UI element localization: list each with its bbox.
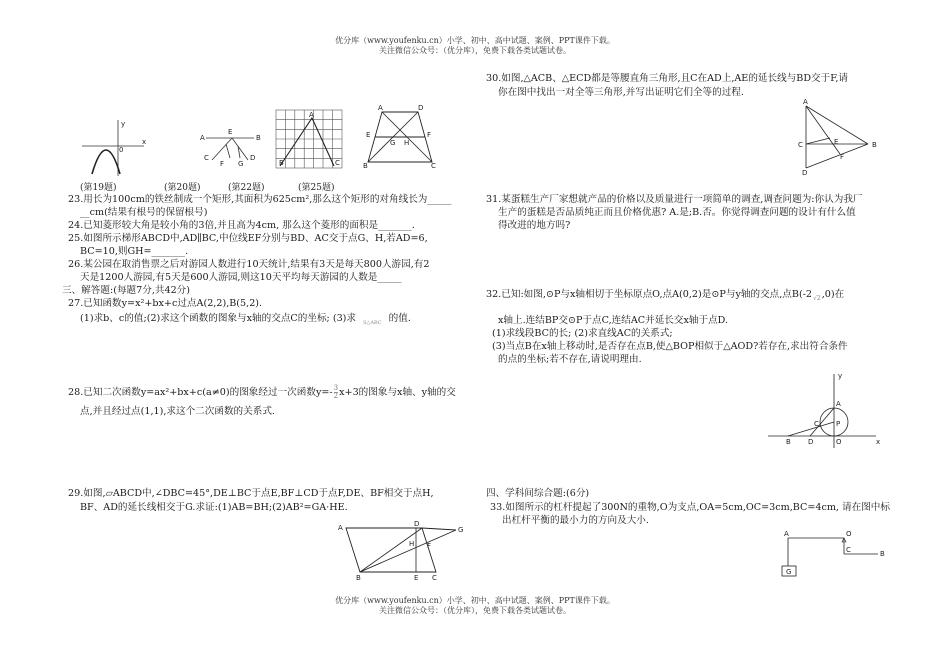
header-line-1: 优分库（www.youfenku.cn）小学、初中、高中试题、案例、PPT课件下载。	[335, 36, 615, 45]
fig29-label-e: E	[414, 574, 419, 582]
fig29-label-g: G	[458, 526, 464, 534]
q28-line-1-text: 28.已知二次函数y=ax²+bx+c(a≠0)的图象经过一次函数y=-	[68, 387, 333, 398]
fig30-label-f: F	[840, 153, 845, 161]
fig29-label-a: A	[338, 524, 343, 532]
q29-line-2: BF、AD的延长线相交于G.求证:(1)AB=BH;(2)AB²=GA·HE.	[80, 502, 348, 513]
q33-line-2: 出杠杆平衡的最小力的方向及大小.	[502, 515, 649, 526]
fig22-label-a: A	[309, 111, 314, 119]
fig30-label-a: A	[803, 98, 808, 106]
q26-line-1: 26.某公园在取消售票之后对游园人数进行10天统计,结果有3天是每天800人游园,有2	[68, 259, 430, 270]
fig29-label-h: H	[409, 540, 415, 548]
fig29-label-d: D	[414, 520, 420, 528]
q28-fraction-num: 3	[333, 384, 339, 392]
q31-line-3: 得改进的地方吗?	[498, 220, 571, 231]
fig33-label-a: A	[784, 530, 789, 538]
section-4-title: 四、学科间综合题:(6分)	[486, 488, 590, 499]
fig25-label-f: F	[427, 131, 432, 139]
fig20-label-b: B	[256, 134, 261, 142]
fig30-label-d: D	[802, 169, 808, 177]
fig32-label-y: y	[838, 372, 843, 380]
header-line-2: 关注微信公众号：（优分库），免费下载各类试题试卷。	[379, 46, 571, 55]
q26-line-2: 天是1200人游园,有5天是600人游园,则这10天平均每天游园的人数是_____	[80, 272, 402, 283]
q23-line-2: __cm(结果有根号的保留根号)	[80, 207, 208, 218]
fig32-label-x: x	[876, 438, 881, 446]
caption-fig-19: (第19题)	[80, 183, 117, 193]
q27-line-2-text: (1)求b、c的值;(2)求这个函数的图象与x轴的交点C的坐标; (3)求	[80, 313, 357, 324]
fig22-label-c: C	[335, 159, 340, 167]
q31-line-1: 31.某蛋糕生产厂家想就产品的价格以及质量进行一项简单的调查,调查问题为:你认为我厂	[486, 194, 863, 205]
fig32-label-c: C	[814, 420, 819, 428]
q32-line-5: 的点的坐标;若不存在,请说明理由.	[498, 354, 642, 365]
fig32-label-d: D	[808, 438, 814, 446]
figure-32-circle	[764, 372, 888, 452]
q28-line-1-end: x+3的图象与x轴、y轴的交	[339, 387, 456, 398]
fig25-label-a: A	[378, 104, 383, 112]
footer-line-2: 关注微信公众号：（优分库），免费下载各类试题试卷。	[379, 606, 571, 615]
q25-line-1: 25.如图所示梯形ABCD中,AD∥BC,中位线EF分别与BD、AC交于点G、H,若AD=6,	[68, 233, 428, 244]
footer-line-1: 优分库（www.youfenku.cn）小学、初中、高中试题、案例、PPT课件下载。	[335, 596, 615, 605]
fig25-label-g: G	[390, 139, 396, 147]
fig32-label-a: A	[836, 400, 841, 408]
q25-line-2: BC=10,则GH=_______.	[80, 246, 189, 257]
figure-20	[200, 128, 264, 170]
q32-line-1	[486, 288, 844, 305]
caption-fig-20: (第20题)	[164, 183, 201, 193]
figure-30	[796, 100, 886, 176]
fig29-label-b: B	[356, 574, 361, 582]
q24: 24.已知菱形较大角是较小角的3倍,并且高为4cm, 那么这个菱形的面积是_______.	[68, 220, 415, 231]
q27-area-formula: S△ABC	[363, 320, 382, 326]
q28-fraction-den: 2	[333, 392, 339, 400]
fig25-label-b: B	[363, 162, 368, 170]
fig30-label-e: E	[834, 138, 839, 146]
q32-line-3: (1)求线段BC的长; (2)求直线AC的关系式;	[492, 328, 673, 339]
q33-line-1: 33.如图所示的杠杆提起了300N的重物,O为支点,OA=5cm,OC=3cm,BC=4cm, 请在图中标	[490, 502, 890, 513]
fig29-label-c: C	[432, 574, 437, 582]
fig33-label-c: C	[846, 546, 851, 554]
fig20-label-a: A	[200, 134, 205, 142]
q32-line-1-text: 32.已知:如图,⊙P与x轴相切于坐标原点O,点A(0,2)是⊙P与y轴的交点,点B(-2	[486, 289, 813, 300]
q23-line-1: 23.用长为100cm的铁丝制成一个矩形,其面积为625cm²,那么这个矩形的对角线长为_____	[68, 194, 452, 205]
caption-fig-25: (第25题)	[298, 183, 335, 193]
q30-line-2: 你在图中找出一对全等三角形,并写出证明它们全等的过程.	[498, 87, 744, 98]
q27-line-1: 27.已知函数y=x²+bx+c过点A(2,2),B(5,2).	[68, 298, 263, 309]
fig32-label-o: O	[836, 438, 842, 446]
fig19-label-o: 0	[119, 146, 124, 154]
q32-line-2: x轴上.连结BP交⊙P于点C,连结AC并延长交x轴于点D.	[498, 315, 729, 326]
fig29-label-f: F	[427, 542, 432, 550]
q28-fraction	[334, 385, 338, 400]
fig32-label-p: P	[836, 420, 841, 428]
q28-line-2: 点,并且经过点(1,1),求这个二次函数的关系式.	[80, 406, 275, 417]
q27-line-2	[80, 312, 411, 330]
fig22-triangle	[280, 118, 334, 166]
fig33-label-g: G	[786, 568, 792, 576]
fig25-label-c: C	[431, 162, 436, 170]
fig20-label-f: F	[220, 160, 225, 168]
fig30-label-b: B	[872, 141, 877, 149]
fig19-label-y: y	[121, 120, 126, 128]
fig33-label-o: O	[846, 530, 852, 538]
figure-22-grid	[272, 108, 348, 172]
fig25-label-d: D	[418, 104, 424, 112]
q31-line-2: 生产的蛋糕是否品质纯正而且价格优惠? A.是;B.否。你觉得调查问题的设计有什么值	[498, 207, 856, 218]
fig20-label-c: C	[204, 154, 209, 162]
fig20-label-g: G	[238, 160, 244, 168]
q32-radical: √2	[813, 295, 821, 302]
q27-line-2-end: 的值.	[388, 313, 411, 324]
fig20-label-e: E	[228, 128, 233, 136]
figure-25-trapezoid	[362, 104, 438, 170]
section-3-title: 三、解答题:(每题7分,共42分)	[62, 285, 191, 296]
fig19-curve	[92, 150, 120, 174]
figure-33-lever	[778, 528, 888, 584]
fig25-label-h: H	[404, 139, 410, 147]
figure-29-parallelogram	[332, 518, 468, 582]
fig19-label-x: x	[142, 138, 147, 146]
caption-fig-22: (第22题)	[228, 183, 265, 193]
q28-line-1	[68, 385, 456, 400]
q32-line-4: (3)当点B在x轴上移动时,是否存在点B,使△BOP相似于△AOD?若存在,求出符合条件	[492, 341, 848, 352]
q32-line-1-end: ,0)在	[821, 289, 845, 300]
fig32-label-b: B	[786, 438, 791, 446]
figure-19-parabola	[78, 118, 150, 180]
fig25-label-e: E	[366, 131, 371, 139]
fig30-label-c: C	[798, 141, 803, 149]
q30-line-1: 30.如图,△ACB、△ECD都是等腰直角三角形,且C在AD上,AE的延长线与BD交于F,请	[486, 73, 849, 84]
fig20-label-d: D	[250, 154, 256, 162]
fig22-label-b: B	[279, 159, 284, 167]
fig33-label-b: B	[880, 550, 885, 558]
q29-line-1: 29.如图,▱ABCD中,∠DBC=45°,DE⊥BC于点E,BF⊥CD于点F,DE、BF相交于点H,	[68, 488, 434, 499]
